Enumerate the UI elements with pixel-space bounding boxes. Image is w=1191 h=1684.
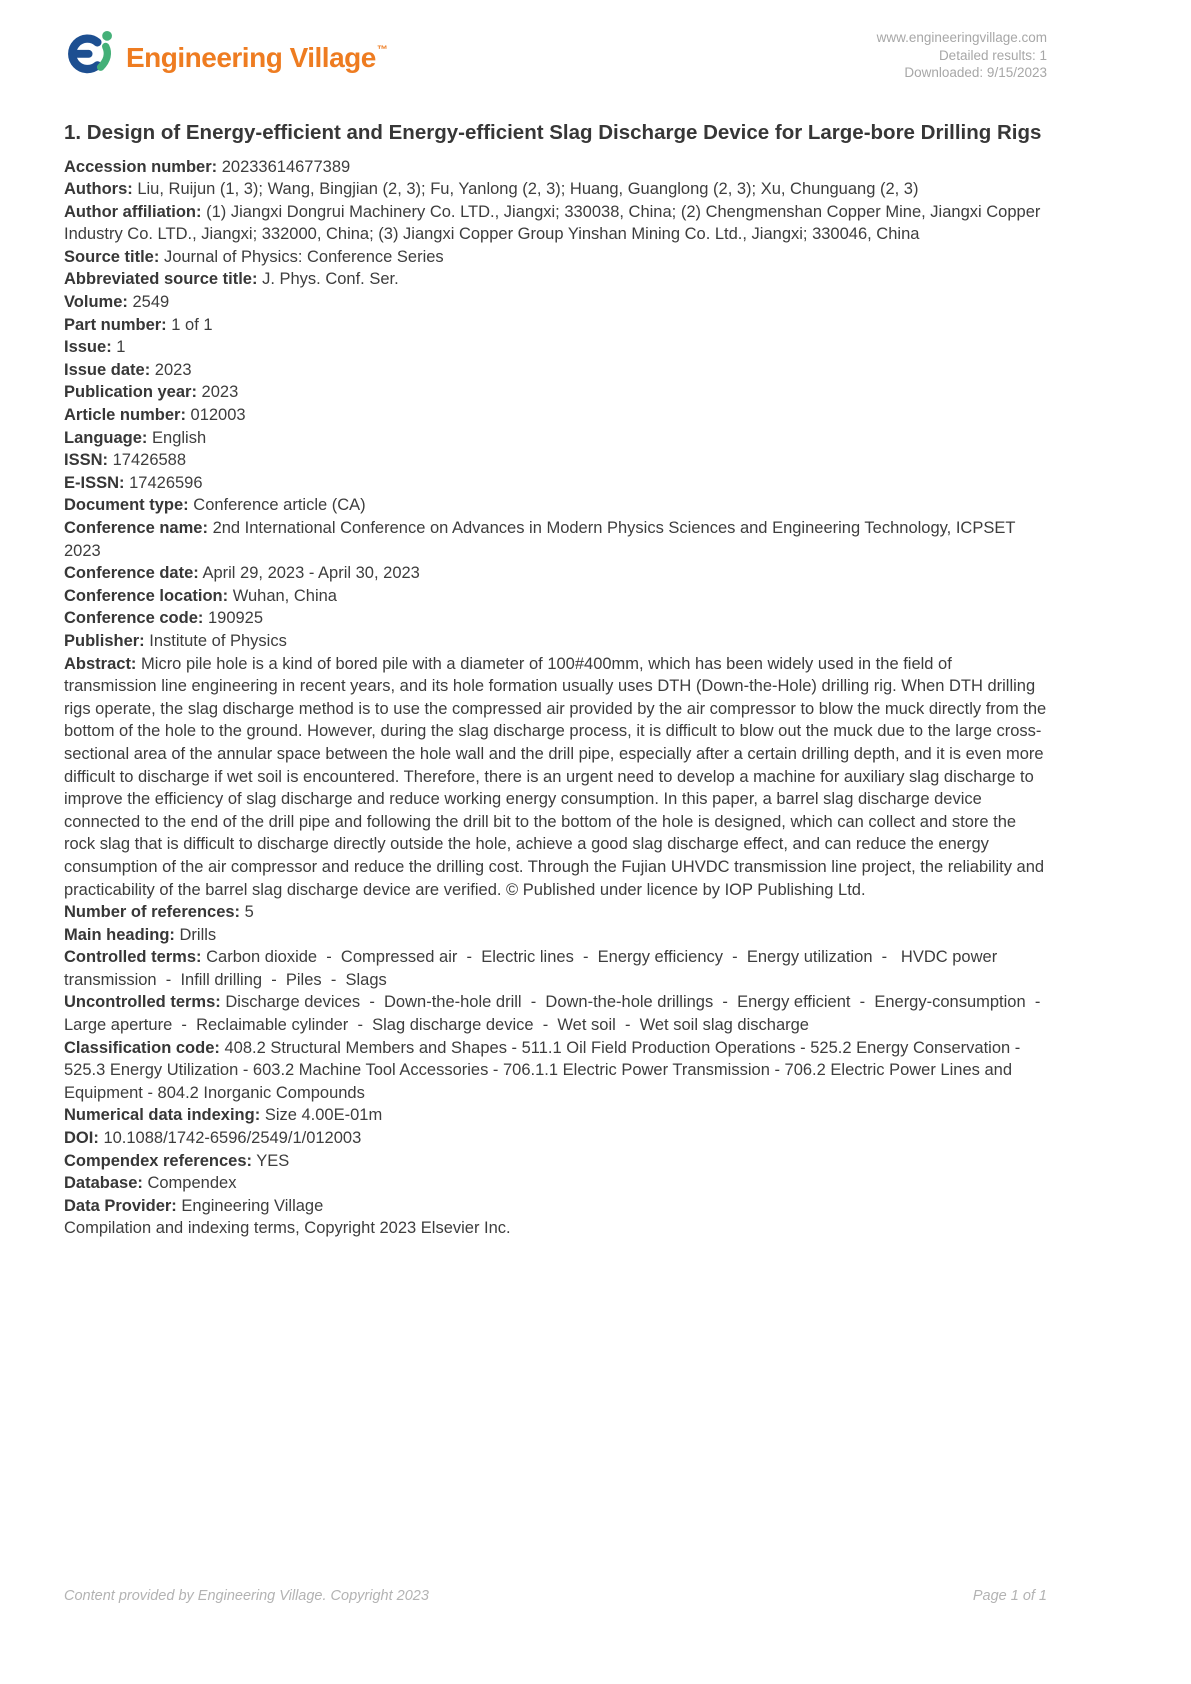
field-database: Database: Compendex [64, 1174, 237, 1193]
field-article-number: Article number: 012003 [64, 406, 246, 425]
field-author-affiliation: Author affiliation: (1) Jiangxi Dongrui Machinery Co. LTD., Jiangxi; 330038, China; (2) Chengmenshan Copper Mine, Jiangxi Copper Industry Co. LTD., Jiangxi; 332000, China; (3) Jiangxi Copper Group Yinshan Mining Co. Ltd., Jiangxi; 330046, China [64, 202, 1045, 244]
field-abbreviated-source-title: Abbreviated source title: J. Phys. Conf. Ser. [64, 270, 399, 289]
field-conference-date: Conference date: April 29, 2023 - April 30, 2023 [64, 564, 420, 583]
ei-logo-icon [64, 28, 116, 81]
field-issue-date: Issue date: 2023 [64, 360, 192, 379]
field-accession-number: Accession number: 20233614677389 [64, 157, 351, 176]
record-fields [64, 156, 1051, 1241]
field-volume: Volume: 2549 [64, 293, 170, 312]
field-publication-year: Publication year: 2023 [64, 383, 239, 402]
trademark-symbol: ™ [376, 44, 388, 56]
field-conference-location: Conference location: Wuhan, China [64, 586, 337, 605]
record-title: 1. Design of Energy-efficient and Energy-efficient Slag Discharge Device for Large-bore Drilling Rigs [64, 120, 1042, 144]
detailed-results-count: Detailed results: 1 [938, 47, 1047, 63]
field-compendex-references: Compendex references: YES [64, 1151, 290, 1170]
field-classification-code: Classification code: 408.2 Structural Members and Shapes - 511.1 Oil Field Production Operations - 525.2 Energy Conservation - 525.3 Energy Utilization - 603.2 Machine Tool Accessories - 706.1.1 Electric Power Transmission - 706.2 Electric Power Lines and Equipment - 804.2 Inorganic Compounds [64, 1038, 1025, 1102]
header-meta [877, 27, 1047, 82]
field-issue: Issue: 1 [64, 338, 126, 357]
field-publisher: Publisher: Institute of Physics [64, 631, 287, 650]
page-footer [64, 1588, 1047, 1604]
engineering-village-logo [64, 27, 387, 81]
page-header [64, 27, 1047, 82]
field-e-issn: E-ISSN: 17426596 [64, 473, 203, 492]
field-data-provider: Data Provider: Engineering Village [64, 1196, 324, 1215]
field-issn: ISSN: 17426588 [64, 451, 187, 470]
field-controlled-terms: Controlled terms: Carbon dioxide - Compressed air - Electric lines - Energy efficiency - Energy utilization - HVDC power transmission - Infill drilling - Piles - Slags [64, 948, 1002, 989]
field-copyright-note: Compilation and indexing terms, Copyright 2023 Elsevier Inc. [64, 1219, 511, 1238]
field-conference-name: Conference name: 2nd International Conference on Advances in Modern Physics Sciences and Engineering Technology, ICPSET 2023 [64, 519, 1020, 560]
field-abstract: Abstract: Micro pile hole is a kind of bored pile with a diameter of 100#400mm, which has been widely used in the field of transmission line engineering in recent years, and its hole formation usually uses DTH (Down-the-Hole) drilling rig. When DTH drilling rigs operate, the slag discharge method is to use the compressed air provided by the air compressor to blow the muck directly from the bottom of the hole to the ground. However, during the slag discharge process, it is difficult to blow out the muck due to the large cross-sectional area of the annular space between the hole wall and the drill pipe, especially after a certain drilling depth, and it is even more difficult to discharge if wet soil is encountered. Therefore, there is an urgent need to develop a machine for auxiliary slag discharge to improve the efficiency of slag discharge and reduce working energy consumption. In this paper, a barrel slag discharge device connected to the end of the drill pipe and following the drill bit to the bottom of the hole is designed, which can collect and store the rock slag that is difficult to discharge directly outside the hole, achieve a good slag discharge effect, and can reduce the energy consumption of the air compressor and reduce the drilling cost. Through the Fujian UHVDC transmission line project, the reliability and practicability of the barrel slag discharge device are verified. © Published under licence by IOP Publishing Ltd. [64, 654, 1051, 899]
field-numerical-data-indexing: Numerical data indexing: Size 4.00E-01m [64, 1106, 383, 1125]
footer-page-number: Page 1 of 1 [972, 1588, 1047, 1604]
downloaded-date: Downloaded: 9/15/2023 [904, 65, 1047, 80]
field-number-of-references: Number of references: 5 [64, 903, 254, 922]
field-source-title: Source title: Journal of Physics: Conference Series [64, 247, 444, 266]
field-authors: Authors: Liu, Ruijun (1, 3); Wang, Bingjian (2, 3); Fu, Yanlong (2, 3); Huang, Guanglong (2, 3); Xu, Chunguang (2, 3) [64, 180, 919, 199]
field-doi: DOI: 10.1088/1742-6596/2549/1/012003 [64, 1129, 362, 1148]
footer-copyright: Content provided by Engineering Village. Copyright 2023 [64, 1588, 429, 1604]
field-conference-code: Conference code: 190925 [64, 609, 264, 628]
document-page [64, 27, 1051, 1240]
logo-wordmark: Engineering Village™ [126, 42, 388, 73]
site-url: www.engineeringvillage.com [876, 30, 1047, 45]
field-document-type: Document type: Conference article (CA) [64, 496, 366, 515]
field-main-heading: Main heading: Drills [64, 925, 217, 944]
field-language: Language: English [64, 428, 207, 447]
field-uncontrolled-terms: Uncontrolled terms: Discharge devices - Down-the-hole drill - Down-the-hole drillings - Energy efficient - Energy-consumption - Large aperture - Reclaimable cylinder - Slag discharge device - Wet soil - Wet soil slag discharge [64, 993, 1050, 1035]
field-part-number: Part number: 1 of 1 [64, 315, 213, 334]
